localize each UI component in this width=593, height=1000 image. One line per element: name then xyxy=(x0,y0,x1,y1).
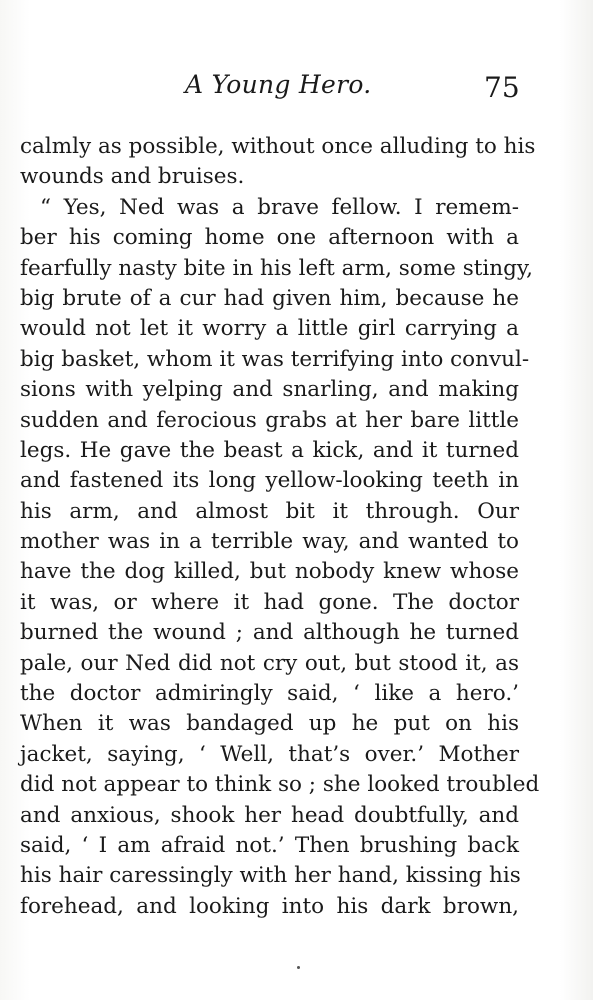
text-line: and fastened its long yellow-looking teeth in xyxy=(20,468,519,494)
text-line: have the dog killed, but nobody knew whose xyxy=(20,559,519,585)
text-line: forehead, and looking into his dark brown, xyxy=(20,893,519,919)
body-text xyxy=(20,132,540,922)
text-line: big brute of a cur had given him, because he xyxy=(20,285,519,311)
page-number: 75 xyxy=(484,71,520,104)
text-line: did not appear to think so ; she looked troubled xyxy=(20,772,540,798)
text-line: and anxious, shook her head doubtfully, and xyxy=(20,802,519,828)
text-line: wounds and bruises. xyxy=(20,164,245,190)
running-title: A Young Hero. xyxy=(185,70,372,99)
text-line: big basket, whom it was terrifying into convul- xyxy=(20,346,530,372)
text-line: would not let it worry a little girl carrying a xyxy=(20,316,519,342)
paper-speck xyxy=(297,966,300,969)
text-line: When it was bandaged up he put on his xyxy=(20,711,519,737)
text-line: his arm, and almost bit it through. Our xyxy=(20,498,519,524)
text-line: burned the wound ; and although he turned xyxy=(20,620,519,646)
text-line: the doctor admiringly said, ‘ like a hero.’ xyxy=(20,681,519,707)
text-line: jacket, saying, ‘ Well, that’s over.’ Mother xyxy=(20,741,519,767)
text-line: ber his coming home one afternoon with a xyxy=(20,225,519,251)
text-line: sudden and ferocious grabs at her bare little xyxy=(20,407,519,433)
text-line: “ Yes, Ned was a brave fellow. I remem- xyxy=(40,194,519,220)
text-line: said, ‘ I am afraid not.’ Then brushing back xyxy=(20,832,519,858)
text-line: legs. He gave the beast a kick, and it turned xyxy=(20,437,519,463)
text-line: it was, or where it had gone. The doctor xyxy=(20,589,519,615)
text-line: mother was in a terrible way, and wanted to xyxy=(20,529,519,555)
text-line: calmly as possible, without once alluding to his xyxy=(20,134,536,159)
text-line: pale, our Ned did not cry out, but stood it, as xyxy=(20,650,519,676)
text-line: fearfully nasty bite in his left arm, some stingy, xyxy=(20,255,534,281)
text-line: his hair caressingly with her hand, kissing his xyxy=(20,863,521,889)
text-line: sions with yelping and snarling, and making xyxy=(20,377,519,403)
